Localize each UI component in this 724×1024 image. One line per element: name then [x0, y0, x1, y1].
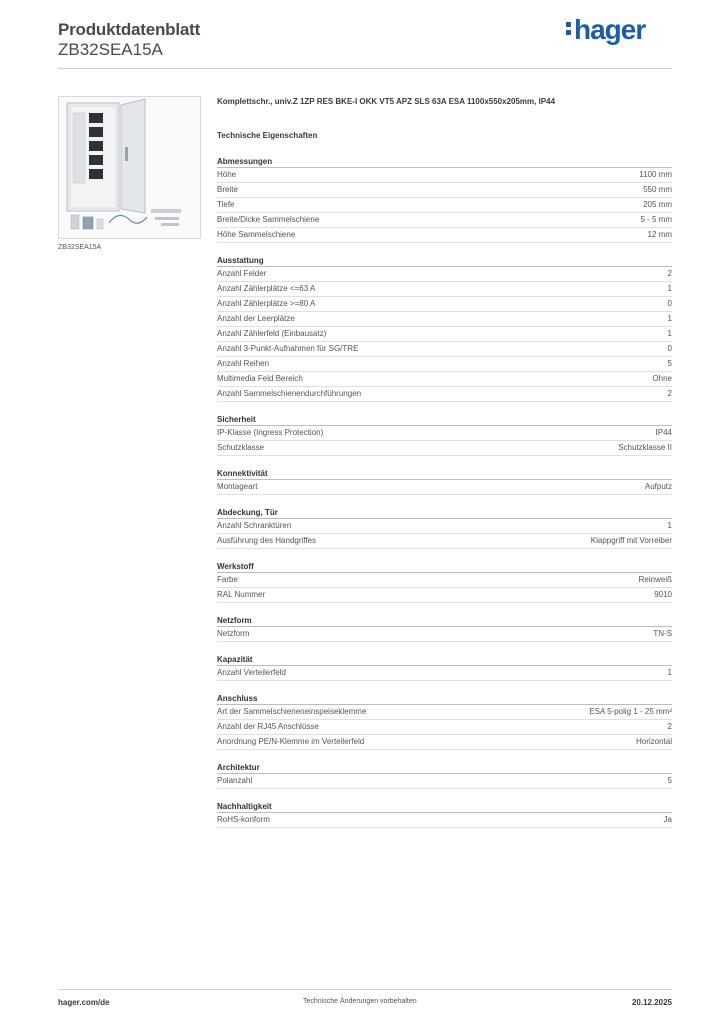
- property-row: [217, 813, 672, 828]
- property-row: [217, 372, 672, 387]
- property-label: Anzahl Sammelschienendurchführungen: [217, 389, 362, 398]
- property-label: Art der Sammelschieneneinspeiseklemme: [217, 707, 367, 716]
- footer-website-link[interactable]: hager.com/de: [58, 998, 110, 1007]
- section: [217, 468, 672, 495]
- header-divider: [58, 68, 672, 69]
- property-label: Breite: [217, 185, 238, 194]
- section: [217, 255, 672, 402]
- property-label: Polanzahl: [217, 776, 253, 785]
- property-row: [217, 720, 672, 735]
- property-row: [217, 198, 672, 213]
- property-value: 550 mm: [643, 185, 672, 194]
- section-title: Kapazität: [217, 654, 672, 666]
- property-value: 9010: [654, 590, 672, 599]
- property-value: Aufputz: [644, 482, 672, 491]
- section-title: Abdeckung, Tür: [217, 507, 672, 519]
- section: [217, 561, 672, 603]
- property-value: 5: [667, 776, 672, 785]
- property-value: 1: [667, 668, 672, 677]
- section: [217, 507, 672, 549]
- property-label: Anzahl Zählerplätze >=80 A: [217, 299, 316, 308]
- section: [217, 414, 672, 456]
- property-value: Reinweiß: [638, 575, 672, 584]
- property-row: [217, 588, 672, 603]
- property-label: Anzahl Zählerplätze <=63 A: [217, 284, 316, 293]
- page-title: Produktdatenblatt: [58, 20, 201, 39]
- property-value: 0: [667, 344, 672, 353]
- property-value: 2: [667, 722, 672, 731]
- property-label: Tiefe: [217, 200, 235, 209]
- footer-divider: [58, 989, 672, 990]
- property-row: [217, 774, 672, 789]
- property-label: Anzahl der RJ45 Anschlüsse: [217, 722, 319, 731]
- property-label: Höhe: [217, 170, 237, 179]
- property-label: Anzahl Schranktüren: [217, 521, 292, 530]
- section: [217, 762, 672, 789]
- property-label: Anzahl Zählerfeld (Einbausatz): [217, 329, 327, 338]
- property-row: [217, 327, 672, 342]
- property-label: Höhe Sammelschiene: [217, 230, 296, 239]
- section-title: Sicherheit: [217, 414, 672, 426]
- property-label: Ausführung des Handgriffes: [217, 536, 317, 545]
- property-label: Anzahl Felder: [217, 269, 267, 278]
- section: [217, 801, 672, 828]
- property-value: 2: [667, 389, 672, 398]
- property-row: [217, 228, 672, 243]
- property-row: [217, 705, 672, 720]
- footer-date: 20.12.2025: [631, 998, 672, 1007]
- footer-disclaimer: Technische Änderungen vorbehalten: [303, 998, 417, 1005]
- property-label: Anordnung PE/N-Klemme im Verteilerfeld: [217, 737, 365, 746]
- section-title: Netzform: [217, 615, 672, 627]
- property-row: [217, 282, 672, 297]
- property-label: Anzahl Reihen: [217, 359, 270, 368]
- product-image: [58, 96, 201, 239]
- property-value: 1: [667, 329, 672, 338]
- section-title: Werkstoff: [217, 561, 672, 573]
- property-label: Multimedia Feld Bereich: [217, 374, 303, 383]
- section-title: Anschluss: [217, 693, 672, 705]
- product-description: Komplettschr., univ.Z 1ZP RES BKE-I OKK VT5 APZ SLS 63A ESA 1100x550x205mm, IP44: [217, 97, 556, 106]
- section: [217, 654, 672, 681]
- product-code: ZB32SEA15A: [58, 40, 163, 59]
- property-value: ESA 5-polig 1 - 25 mm²: [589, 707, 672, 716]
- property-row: [217, 267, 672, 282]
- property-label: Farbe: [217, 575, 238, 584]
- hager-logo[interactable]: [566, 14, 645, 46]
- property-row: [217, 357, 672, 372]
- property-label: RAL Nummer: [217, 590, 266, 599]
- property-label: Netzform: [217, 629, 250, 638]
- property-value: 205 mm: [643, 200, 672, 209]
- section-title: Architektur: [217, 762, 672, 774]
- property-row: [217, 297, 672, 312]
- logo-dots-icon: [566, 19, 571, 38]
- properties-table: [217, 156, 672, 840]
- property-row: [217, 168, 672, 183]
- property-row: [217, 666, 672, 681]
- property-label: Anzahl der Leerplätze: [217, 314, 295, 323]
- property-row: [217, 342, 672, 357]
- product-cabinet-image: [59, 97, 200, 238]
- property-label: Breite/Dicke Sammelschiene: [217, 215, 320, 224]
- property-value: Klappgriff mit Vorreiber: [590, 536, 672, 545]
- property-label: RoHS-konform: [217, 815, 270, 824]
- property-label: Schutzklasse: [217, 443, 265, 452]
- property-row: [217, 312, 672, 327]
- property-row: [217, 534, 672, 549]
- property-value: 5: [667, 359, 672, 368]
- property-value: IP44: [655, 428, 672, 437]
- property-row: [217, 426, 672, 441]
- section: [217, 693, 672, 750]
- property-value: 2: [667, 269, 672, 278]
- property-label: Anzahl Verteilerfeld: [217, 668, 286, 677]
- property-row: [217, 213, 672, 228]
- property-value: Schutzklasse II: [618, 443, 672, 452]
- property-label: IP-Klasse (Ingress Protection): [217, 428, 324, 437]
- tech-properties-heading: Technische Eigenschaften: [217, 131, 318, 140]
- property-row: [217, 519, 672, 534]
- property-label: Anzahl 3-Punkt-Aufnahmen für SG/TRE: [217, 344, 359, 353]
- property-row: [217, 480, 672, 495]
- property-value: 1: [667, 284, 672, 293]
- logo-text: hager: [574, 14, 646, 45]
- section-title: Abmessungen: [217, 156, 672, 168]
- property-value: 1: [667, 314, 672, 323]
- property-value: Ja: [663, 815, 672, 824]
- property-value: 1: [667, 521, 672, 530]
- image-caption: ZB32SEA15A: [58, 244, 102, 251]
- property-value: 1100 mm: [639, 170, 672, 179]
- property-row: [217, 573, 672, 588]
- section-title: Ausstattung: [217, 255, 672, 267]
- property-row: [217, 441, 672, 456]
- property-value: 12 mm: [647, 230, 672, 239]
- property-row: [217, 183, 672, 198]
- property-row: [217, 627, 672, 642]
- section-title: Konnektivität: [217, 468, 672, 480]
- property-label: Montageart: [217, 482, 258, 491]
- section: [217, 156, 672, 243]
- property-value: Horizontal: [635, 737, 672, 746]
- property-value: Ohne: [652, 374, 672, 383]
- section-title: Nachhaltigkeit: [217, 801, 672, 813]
- property-value: 0: [667, 299, 672, 308]
- property-value: 5 - 5 mm: [640, 215, 672, 224]
- property-row: [217, 735, 672, 750]
- section: [217, 615, 672, 642]
- property-value: TN-S: [653, 629, 672, 638]
- property-row: [217, 387, 672, 402]
